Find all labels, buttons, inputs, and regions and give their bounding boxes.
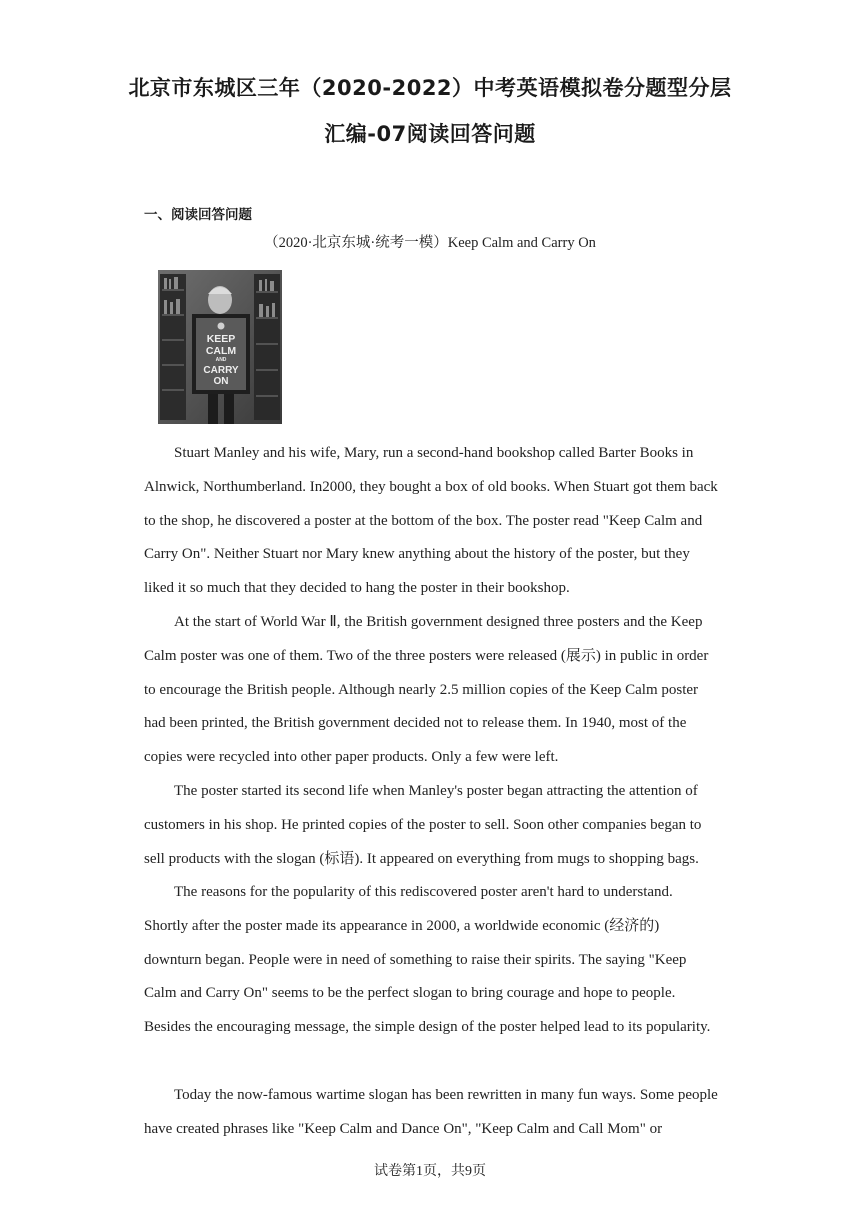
paragraph-5: Today the now-famous wartime slogan has been rewritten in many fun ways. Some people have created phrases like "Keep Calm and Dance On", "Keep Calm and Call Mom" or: [144, 1087, 718, 1137]
paragraph-4: The reasons for the popularity of this rediscovered poster aren't hard to understand. Shortly after the poster made its appearance in 2000, a worldwide economic (经济的) downturn began. People were in need of something to raise their spirits. The saying "Keep Calm and Carry On" seems to be the perfect slogan to bring courage and hope to people. Besides the encouraging message, the simple design of the poster helped lead to its popularity.: [144, 884, 711, 1036]
poster-text-4: CARRY: [203, 365, 239, 376]
poster-text-2: CALM: [205, 345, 237, 357]
page-title-line-1: 北京市东城区三年（2020-2022）中考英语模拟卷分题型分层: [128, 76, 732, 100]
page-title-line-2: 汇编-07阅读回答问题: [324, 122, 536, 146]
poster-photo-icon: [158, 270, 282, 424]
passage-source-line: （2020·北京东城·统考一模）Keep Calm and Carry On: [264, 235, 596, 251]
paragraph-1: Stuart Manley and his wife, Mary, run a second-hand bookshop called Barter Books in Alnwick, Northumberland. In2000, they bought a box of old books. When Stuart got them back to the shop, he discovered a poster at the bottom of the box. The poster read "Keep Calm and Carry On". Neither Stuart nor Mary knew anything about the history of the poster, but they liked it so much that they decided to hang the poster in their bookshop.: [144, 445, 718, 597]
paragraph-2: At the start of World War Ⅱ, the British government designed three posters and the Keep Calm poster was one of them. Two of the three posters were released (展示) in public in order to encourage the British people. Although nearly 2.5 million copies of the Keep Calm poster had been printed, the British government decided not to release them. In 1940, most of the copies were recycled into other paper products. Only a few were left.: [144, 614, 709, 766]
poster-text-1: KEEP: [206, 333, 236, 345]
section-heading: 一、阅读回答问题: [144, 207, 252, 223]
poster-text-5: ON: [213, 376, 229, 387]
paragraph-3: The poster started its second life when Manley's poster began attracting the attention of customers in his shop. He printed copies of the poster to sell. Soon other companies began to sell products with the slogan (标语). It appeared on everything from mugs to shopping bags.: [144, 783, 702, 867]
poster-text-3: AND: [215, 357, 227, 363]
page-footer: 试卷第1页，共9页: [374, 1164, 486, 1179]
